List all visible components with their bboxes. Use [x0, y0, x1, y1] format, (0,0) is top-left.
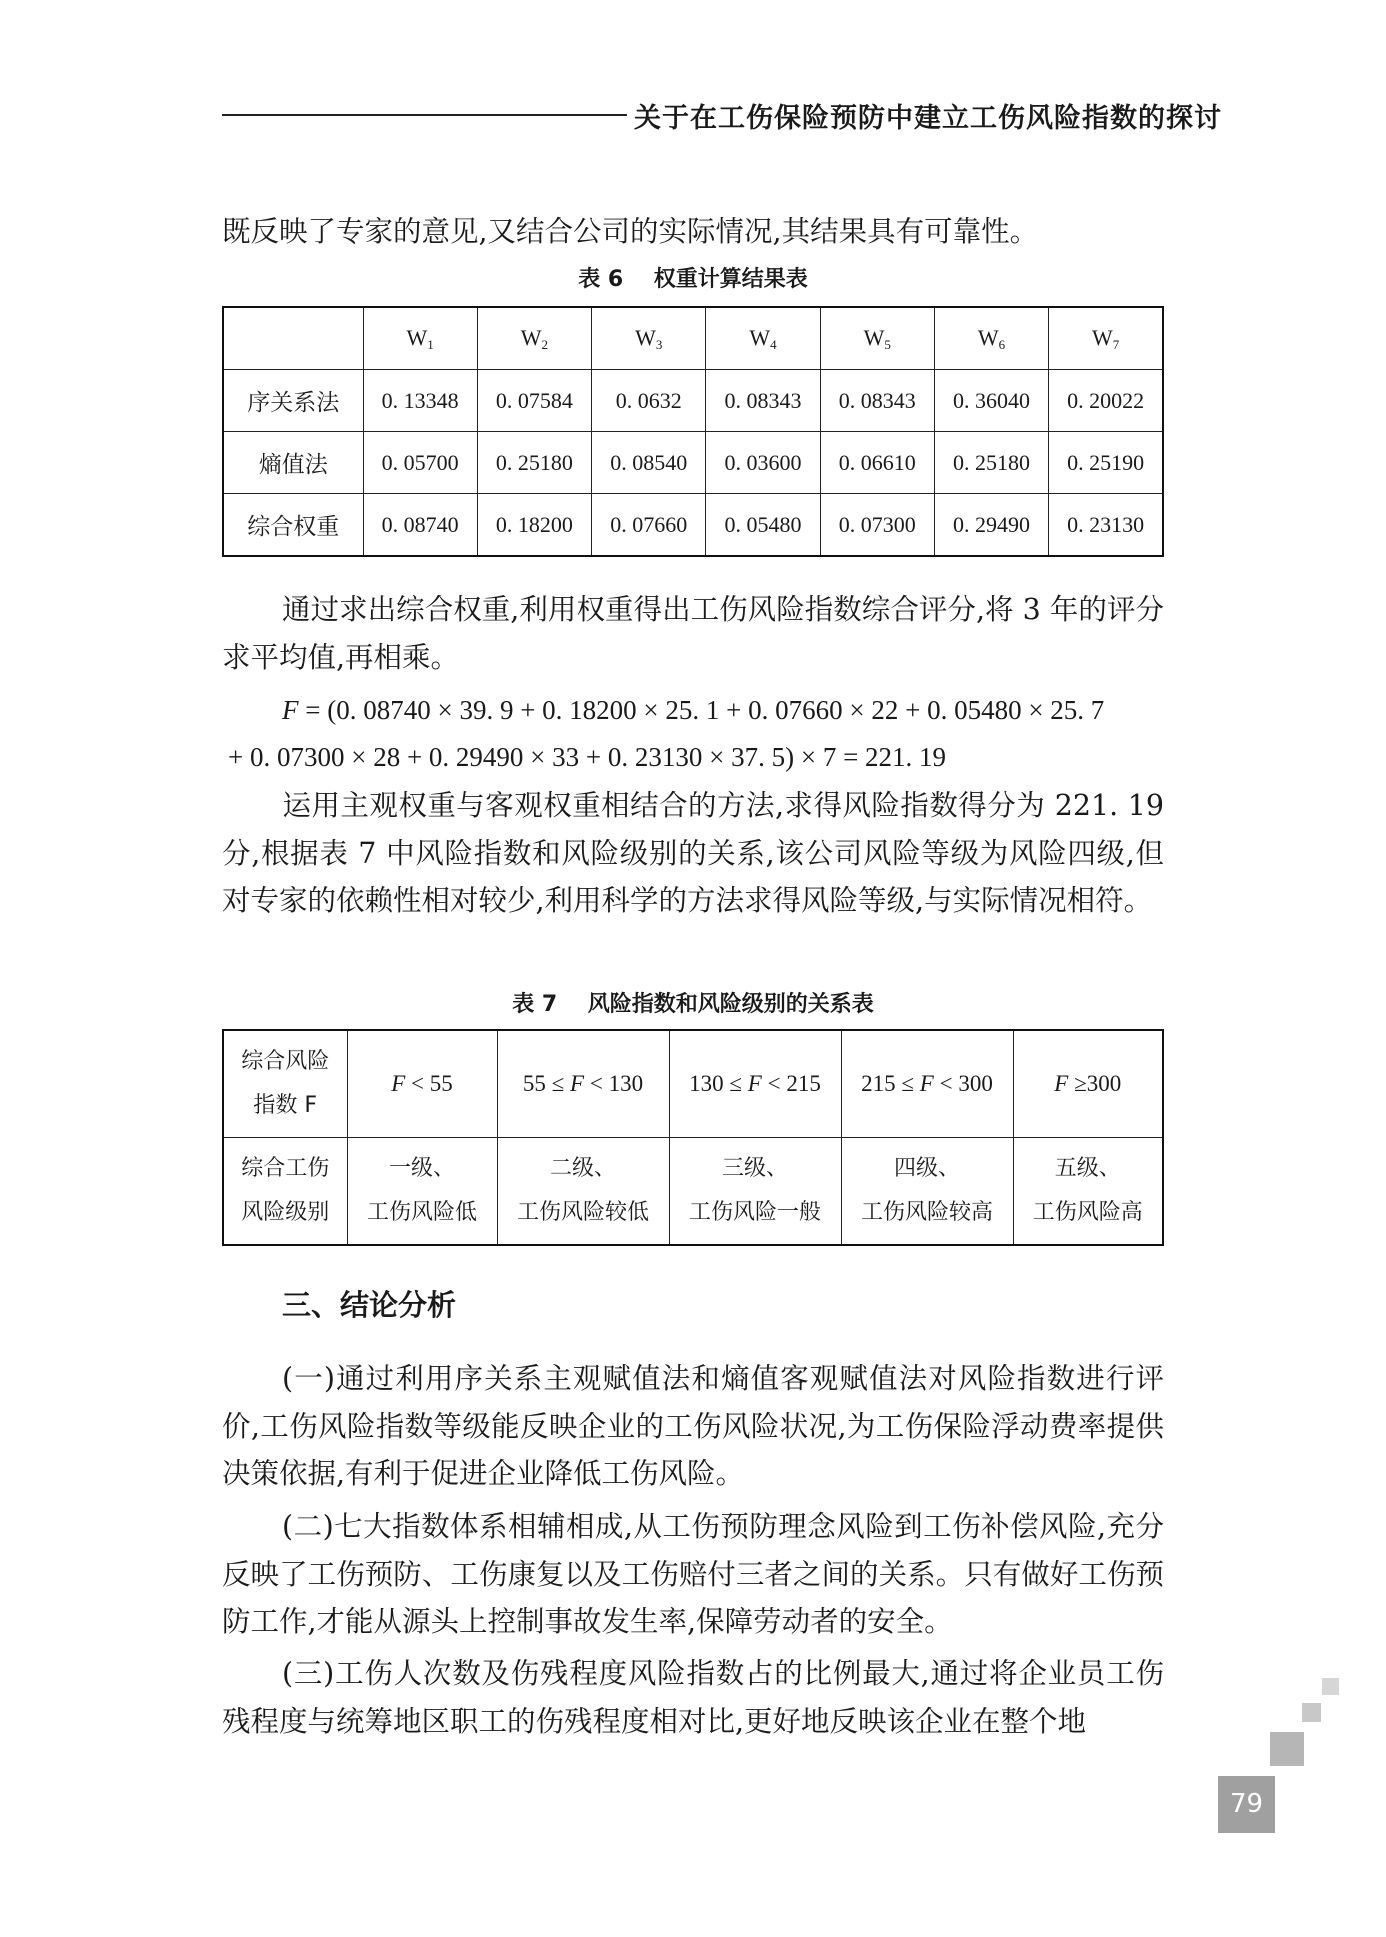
table-header-cell: $W_4$: [706, 307, 820, 370]
paragraph-composite-weight: [222, 586, 1164, 681]
table-cell: 0. 05480: [706, 494, 820, 557]
paragraph-conclusion-3: [222, 1650, 1164, 1745]
formula-line-1: F = (0. 08740 × 39. 9 + 0. 18200 × 25. 1 + 0. 07660 × 22 + 0. 05480 × 25. 7: [282, 695, 1105, 725]
decorative-square: [1302, 1703, 1321, 1722]
level-cell: 二级、 工伤风险较低: [497, 1138, 669, 1246]
table-cell: 0. 23130: [1049, 494, 1163, 557]
level-cell: 四级、 工伤风险较高: [841, 1138, 1013, 1246]
page-number: 79: [1218, 1776, 1275, 1833]
paragraph-text: 运用主观权重与客观权重相结合的方法,求得风险指数得分为 221. 19 分,根据表 7 中风险指数和风险级别的关系,该公司风险等级为风险四级,但对专家的依赖性相对较少,利用科学的方法求得风险等级,与实际情况相符。: [222, 789, 1164, 917]
paragraph-conclusion-1: [222, 1355, 1164, 1498]
table-header-row: [223, 307, 1163, 370]
row-label: 综合工伤 风险级别: [223, 1138, 347, 1246]
row-label: 综合风险 指数 F: [223, 1030, 347, 1138]
range-cell: F < 55: [347, 1030, 497, 1138]
table-cell: 0. 08343: [820, 370, 934, 432]
paragraph-text: (三)工伤人次数及伤残程度风险指数占的比例最大,通过将企业员工伤残程度与统筹地区职工的伤残程度相对比,更好地反映该企业在整个地: [222, 1657, 1164, 1738]
table-cell: 0. 03600: [706, 432, 820, 494]
table-corner-cell: [223, 307, 363, 370]
table-cell: 0. 25180: [934, 432, 1048, 494]
range-cell: 215 ≤ F < 300: [841, 1030, 1013, 1138]
range-cell: 55 ≤ F < 130: [497, 1030, 669, 1138]
section-heading: 三、结论分析: [282, 1288, 457, 1322]
paragraph-text: 既反映了专家的意见,又结合公司的实际情况,其结果具有可靠性。: [222, 215, 1039, 248]
level-cell: 三级、 工伤风险一般: [669, 1138, 841, 1246]
table-cell: 0. 08740: [363, 494, 477, 557]
table-cell: 0. 05700: [363, 432, 477, 494]
table-cell: 0. 20022: [1049, 370, 1163, 432]
paragraph-text: 通过求出综合权重,利用权重得出工伤风险指数综合评分,将 3 年的评分求平均值,再相乘。: [222, 593, 1164, 674]
formula-line-2: + 0. 07300 × 28 + 0. 29490 × 33 + 0. 23130 × 37. 5) × 7 = 221. 19: [228, 742, 947, 772]
table-cell: 0. 07660: [592, 494, 706, 557]
table-cell: 0. 07584: [477, 370, 591, 432]
paragraph-conclusion-2: [222, 1503, 1164, 1646]
table-header-cell: $W_7$: [1049, 307, 1163, 370]
table-cell: 0. 36040: [934, 370, 1048, 432]
row-label: 综合权重: [223, 494, 363, 557]
table-row: [223, 370, 1163, 432]
risk-level-table: [222, 1029, 1164, 1246]
decorative-square: [1270, 1732, 1304, 1766]
table-cell: 0. 25190: [1049, 432, 1163, 494]
table-header-cell: $W_1$: [363, 307, 477, 370]
score-formula: [222, 687, 1164, 781]
level-cell: 一级、 工伤风险低: [347, 1138, 497, 1246]
table-header-cell: $W_3$: [592, 307, 706, 370]
table-row: [223, 1138, 1163, 1246]
table-header-cell: $W_6$: [934, 307, 1048, 370]
table-row: [223, 432, 1163, 494]
table6-caption: 表 6 权重计算结果表: [578, 267, 808, 292]
table7-caption: 表 7 风险指数和风险级别的关系表: [512, 992, 874, 1017]
table-cell: 0. 08540: [592, 432, 706, 494]
row-label: 熵值法: [223, 432, 363, 494]
header-rule: [222, 114, 627, 116]
paragraph-text: (一)通过利用序关系主观赋值法和熵值客观赋值法对风险指数进行评价,工伤风险指数等级能反映企业的工伤风险状况,为工伤保险浮动费率提供决策依据,有利于促进企业降低工伤风险。: [222, 1362, 1164, 1490]
row-label: 序关系法: [223, 370, 363, 432]
table-header-cell: $W_5$: [820, 307, 934, 370]
paragraph-continuation: [222, 208, 1164, 256]
table-row: [223, 494, 1163, 557]
range-cell: F ≥300: [1013, 1030, 1163, 1138]
weight-results-table: [222, 306, 1164, 557]
level-cell: 五级、 工伤风险高: [1013, 1138, 1163, 1246]
table-cell: 0. 18200: [477, 494, 591, 557]
running-header-title: 关于在工伤保险预防中建立工伤风险指数的探讨: [634, 103, 1222, 134]
table-cell: 0. 13348: [363, 370, 477, 432]
decorative-square: [1322, 1678, 1339, 1695]
table-cell: 0. 29490: [934, 494, 1048, 557]
table-cell: 0. 06610: [820, 432, 934, 494]
table-cell: 0. 08343: [706, 370, 820, 432]
table-row: [223, 1030, 1163, 1138]
table-cell: 0. 07300: [820, 494, 934, 557]
paragraph-text: (二)七大指数体系相辅相成,从工伤预防理念风险到工伤补偿风险,充分反映了工伤预防、工伤康复以及工伤赔付三者之间的关系。只有做好工伤预防工作,才能从源头上控制事故发生率,保障劳动者的安全。: [222, 1510, 1164, 1638]
table-cell: 0. 0632: [592, 370, 706, 432]
range-cell: 130 ≤ F < 215: [669, 1030, 841, 1138]
table-cell: 0. 25180: [477, 432, 591, 494]
table-header-cell: $W_2$: [477, 307, 591, 370]
paragraph-risk-score: [222, 782, 1164, 925]
